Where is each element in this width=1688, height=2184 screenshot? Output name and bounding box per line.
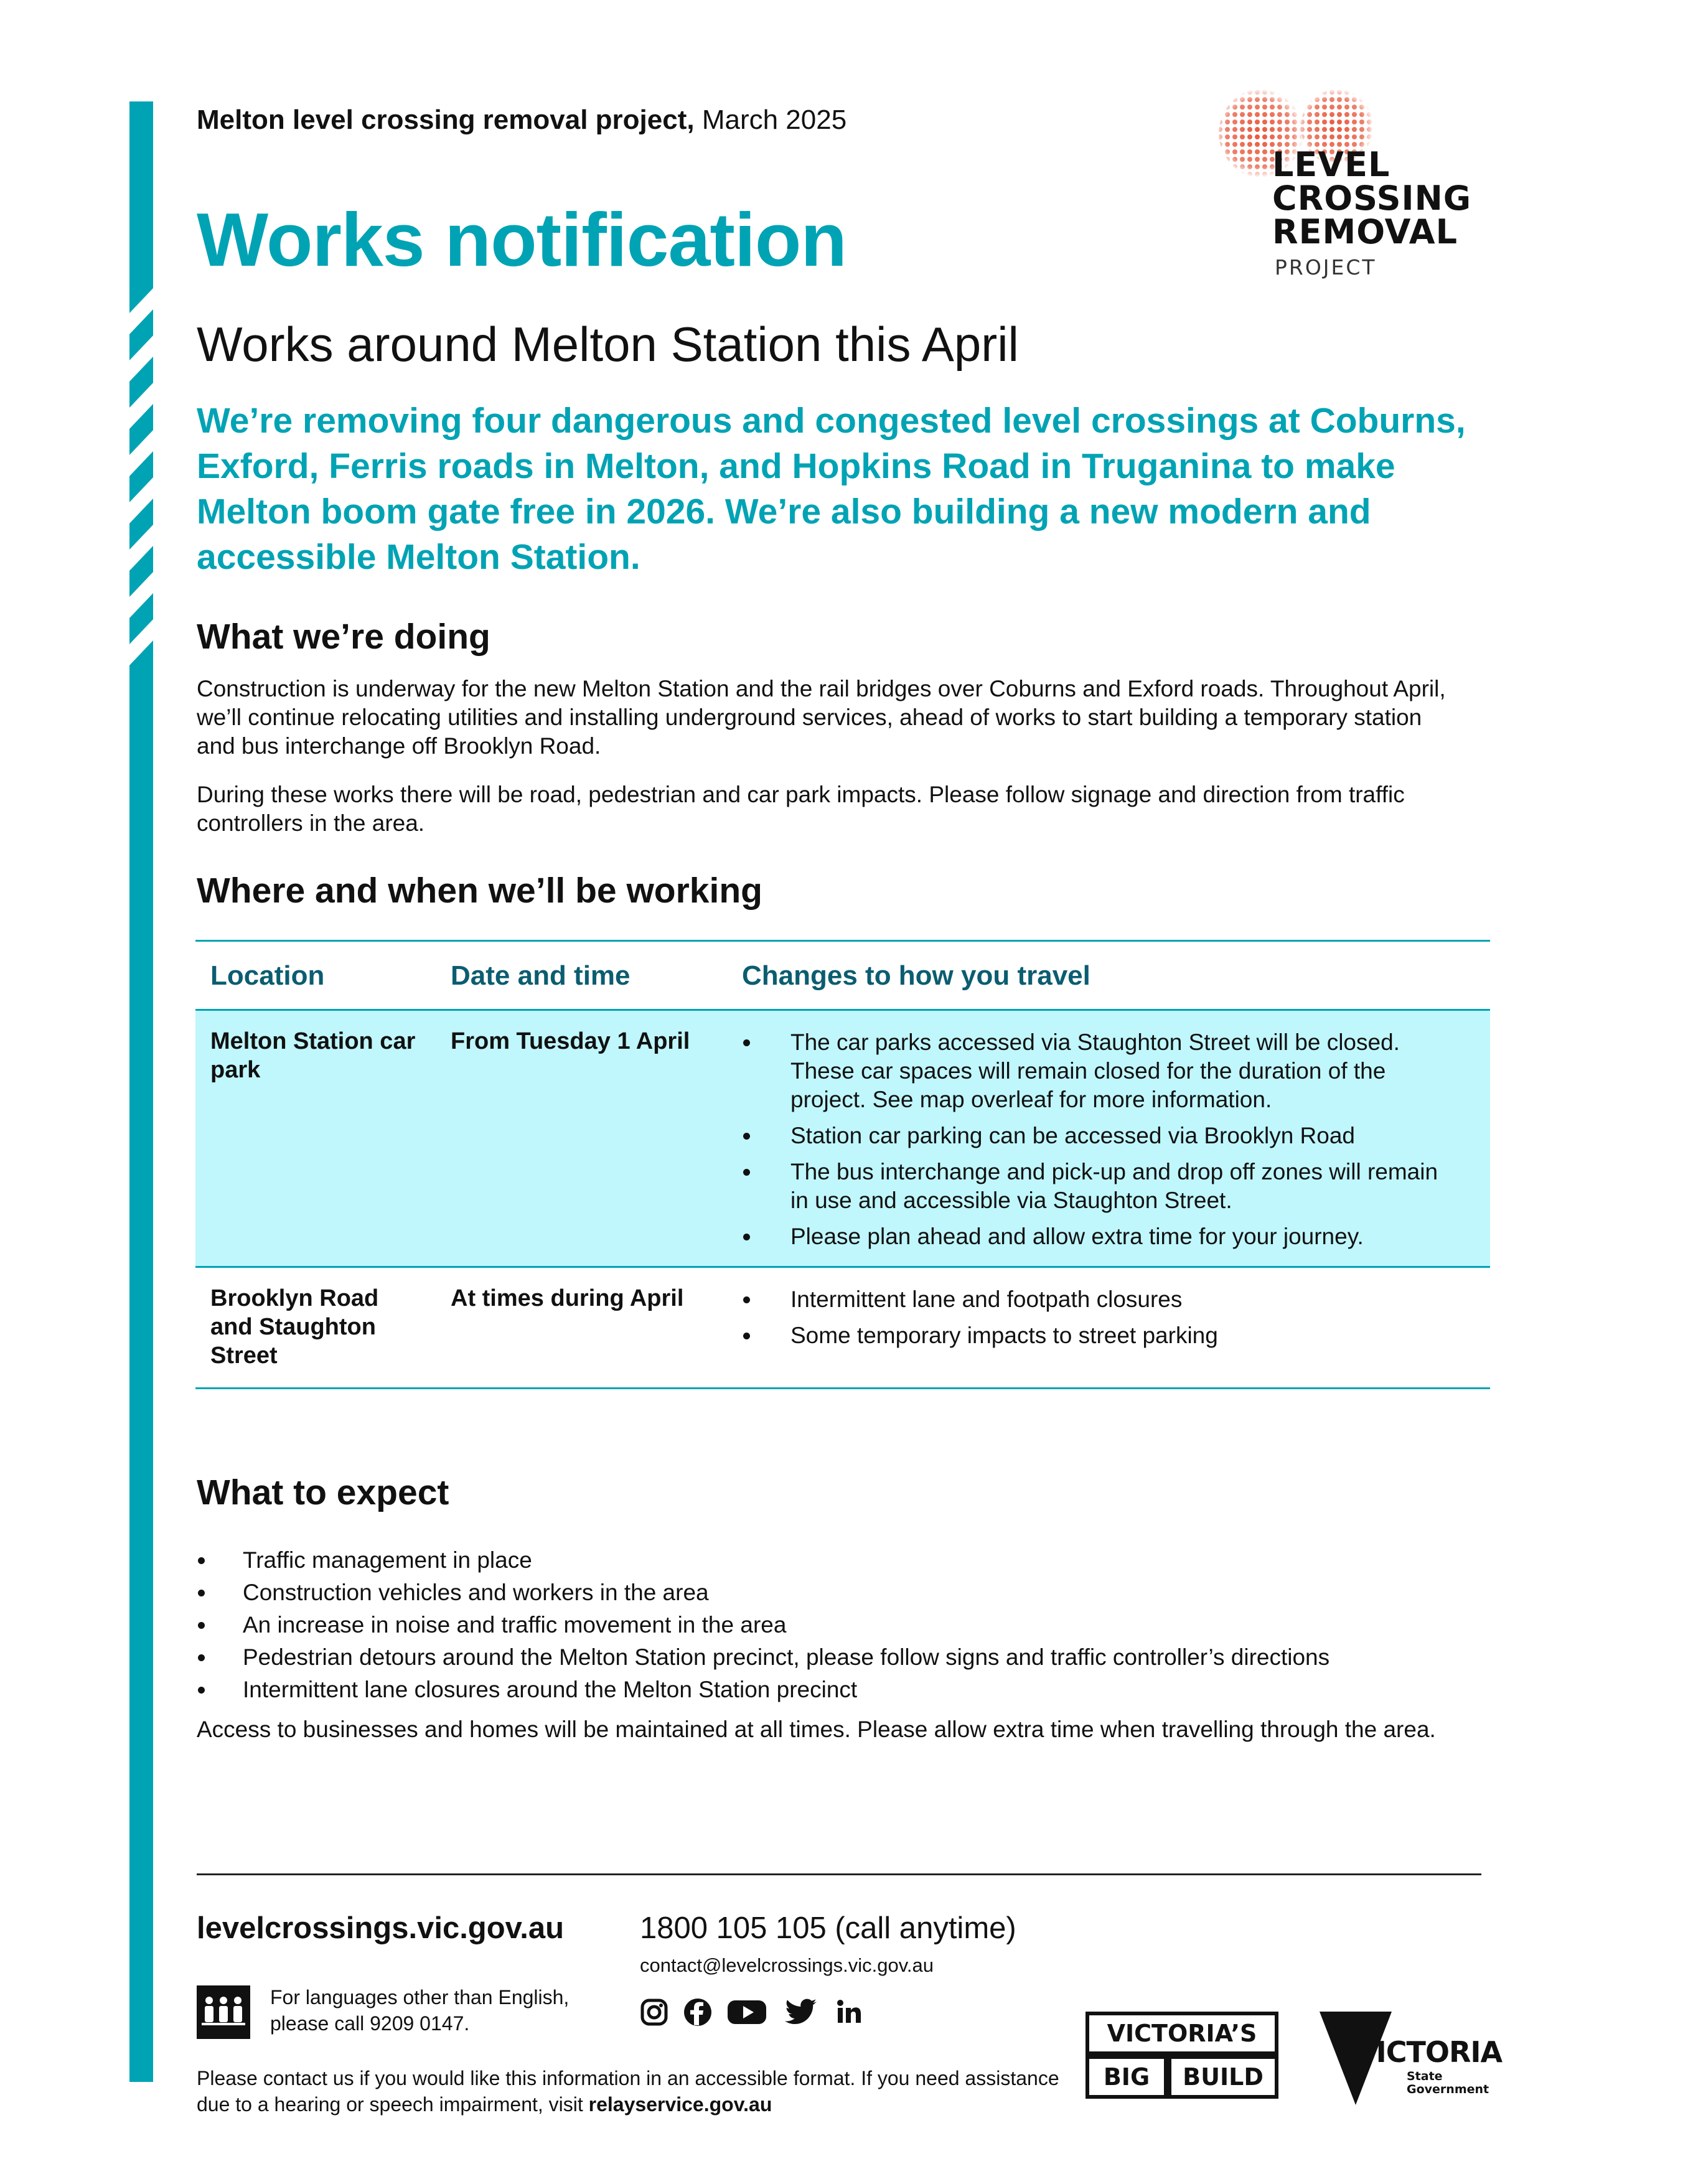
doing-paragraph-2: During these works there will be road, pedestrian and car park impacts. Please follow signage and direction from traffic controllers in the area. xyxy=(197,782,1405,836)
column-changes: Changes to how you travel xyxy=(742,960,1090,991)
phone-number[interactable]: 1800 105 105 (call anytime) xyxy=(640,1911,1016,1945)
lxrp-wordmark xyxy=(1272,145,1472,251)
lxrp-line-3: REMOVAL xyxy=(1272,212,1458,251)
row-changes-list xyxy=(742,1028,1451,1258)
expect-heading: What to expect xyxy=(197,1473,449,1512)
languages-text: For languages other than English, please call 9209 0147. xyxy=(270,1986,570,2035)
victoria-wordmark: VICTORIA xyxy=(1354,2035,1503,2069)
linkedin-icon[interactable] xyxy=(834,1998,863,2030)
list-item: The car parks accessed via Staughton Street will be closed. These car spaces will remain closed for the duration of the project. See map overleaf for more information. xyxy=(742,1028,1451,1114)
vbb-right: BUILD xyxy=(1168,2055,1278,2099)
table-row xyxy=(195,1011,1490,1268)
lead-paragraph: We’re removing four dangerous and congested level crossings at Coburns, Exford, Ferris roads in Melton, and Hopkins Road in Truganina to make Melton boom gate free in 2026. We’re also building a new modern and accessible Melton Station. xyxy=(197,401,1466,577)
list-item: Intermittent lane closures around the Melton Station precinct xyxy=(197,1675,1504,1704)
row-date: At times during April xyxy=(451,1285,684,1311)
victoria-sub-2: Government xyxy=(1407,2083,1489,2096)
interpreter-icon xyxy=(197,1985,250,2039)
facebook-icon[interactable] xyxy=(683,1998,712,2030)
list-item: Pedestrian detours around the Melton Station precinct, please follow signs and traffic controller’s directions xyxy=(197,1643,1504,1672)
table-header xyxy=(195,940,1490,1011)
social-links xyxy=(640,1998,876,2035)
project-name: Melton level crossing removal project, xyxy=(197,105,695,135)
victoria-sub-1: State xyxy=(1407,2069,1443,2083)
expect-list xyxy=(197,1546,1504,1708)
list-item: Station car parking can be accessed via Brooklyn Road xyxy=(742,1122,1451,1150)
instagram-icon[interactable] xyxy=(640,1998,668,2030)
list-item: Traffic management in place xyxy=(197,1546,1504,1575)
relay-service-link[interactable]: relayservice.gov.au xyxy=(588,2093,772,2116)
column-date: Date and time xyxy=(451,960,631,991)
lxrp-subtext: PROJECT xyxy=(1275,255,1377,279)
row-location: Brooklyn Road and Staughton Street xyxy=(210,1285,379,1369)
header-line xyxy=(197,105,846,136)
issue-date: March 2025 xyxy=(694,105,847,135)
page-title: Works notification xyxy=(197,197,846,282)
doing-paragraph-1: Construction is underway for the new Melton Station and the rail bridges over Coburns and Exford roads. Throughout April, we’ll continue relocating utilities and installing underground services, ahead of works to start building a temporary station and bus interchange off Brooklyn Road. xyxy=(197,676,1446,759)
youtube-icon[interactable] xyxy=(727,1998,767,2030)
list-item: Intermittent lane and footpath closures xyxy=(742,1285,1451,1314)
where-heading: Where and when we’ll be working xyxy=(197,871,762,911)
footer-divider xyxy=(197,1873,1481,1875)
list-item: An increase in noise and traffic movement in the area xyxy=(197,1611,1504,1639)
doing-heading: What we’re doing xyxy=(197,617,490,657)
page-subtitle: Works around Melton Station this April xyxy=(197,317,1019,372)
list-item: Construction vehicles and workers in the area xyxy=(197,1578,1504,1607)
list-item: The bus interchange and pick-up and drop off zones will remain in use and accessible via Staughton Street. xyxy=(742,1158,1451,1215)
victoria-government-logo xyxy=(1318,2010,1503,2110)
row-location: Melton Station car park xyxy=(210,1028,416,1083)
list-item: Please plan ahead and allow extra time for your journey. xyxy=(742,1222,1451,1251)
vbb-left: BIG xyxy=(1085,2055,1168,2099)
twitter-icon[interactable] xyxy=(784,1998,818,2030)
accessibility-text xyxy=(197,2065,1068,2117)
email-link[interactable]: contact@levelcrossings.vic.gov.au xyxy=(640,1954,934,1976)
side-decor-bar xyxy=(129,101,153,2082)
row-changes-list xyxy=(742,1285,1451,1357)
table-row xyxy=(195,1268,1490,1389)
list-item: Some temporary impacts to street parking xyxy=(742,1321,1451,1350)
lxrp-line-2: CROSSING xyxy=(1272,179,1472,218)
expect-note: Access to businesses and homes will be maintained at all times. Please allow extra time when travelling through the area. xyxy=(197,1717,1436,1742)
website-link[interactable]: levelcrossings.vic.gov.au xyxy=(197,1911,565,1945)
victoria-sub xyxy=(1407,2070,1489,2096)
accessibility-body: Please contact us if you would like this information in an accessible format. If you need assistance due to a hearing or speech impairment, visit xyxy=(197,2067,1059,2116)
works-table xyxy=(195,940,1490,1389)
column-location: Location xyxy=(210,960,325,991)
victorias-big-build-logo xyxy=(1085,2012,1278,2105)
vbb-top: VICTORIA’S xyxy=(1085,2012,1278,2055)
row-date: From Tuesday 1 April xyxy=(451,1028,690,1054)
lxrp-line-1: LEVEL xyxy=(1272,145,1390,184)
